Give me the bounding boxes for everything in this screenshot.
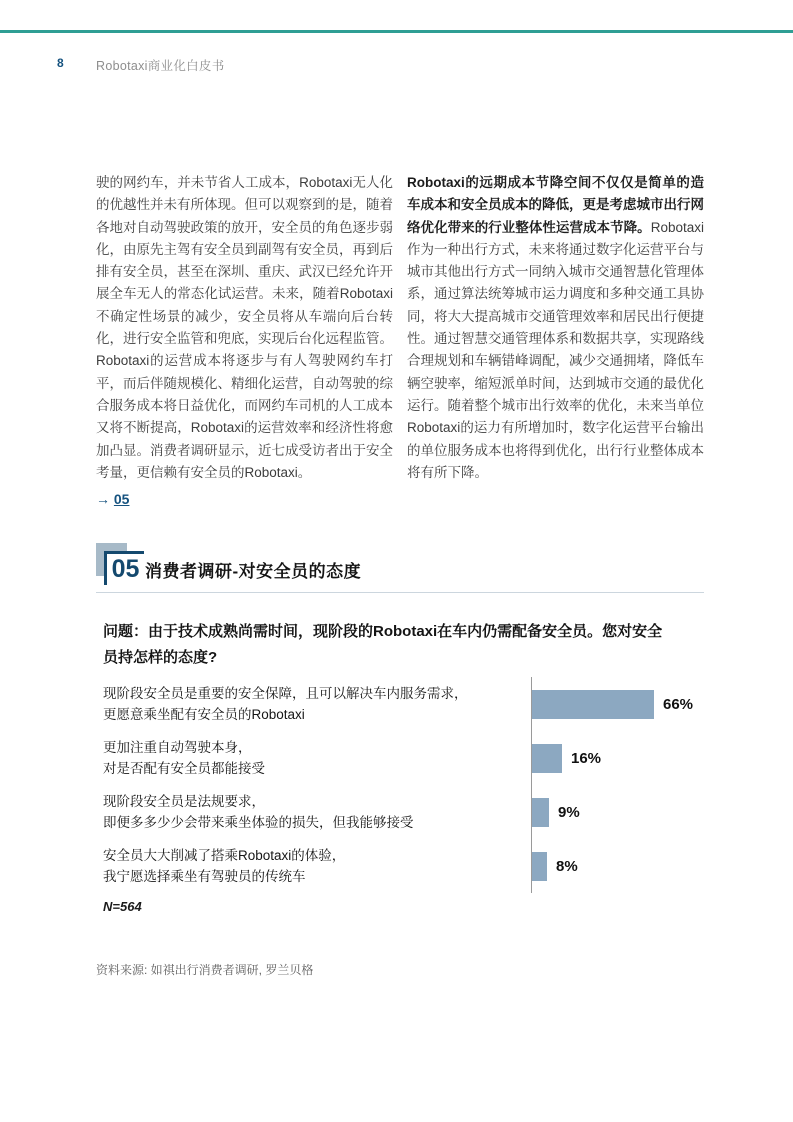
left-column [96, 172, 393, 511]
bar [532, 690, 654, 719]
category-label [96, 845, 532, 888]
bar [532, 798, 549, 827]
source-note: 资料来源: 如祺出行消费者调研, 罗兰贝格 [96, 963, 314, 977]
category-label-line: 更愿意乘坐配有安全员的Robotaxi [103, 707, 305, 722]
value-label: 66% [663, 695, 694, 713]
bar-group [532, 852, 578, 881]
section-header [96, 541, 704, 597]
value-label: 8% [556, 857, 578, 875]
right-paragraph-lead: Robotaxi的远期成本节降空间不仅仅是简单的造车成本和安全员成本的降低，更是考虑城市出行网络优化带来的行业整体性运营成本节降。 [407, 175, 704, 235]
section-05-link[interactable] [96, 488, 129, 510]
section-number-badge: 05 [104, 551, 144, 585]
page-header [57, 56, 225, 73]
category-label [96, 683, 532, 726]
category-label-line: 安全员大大削减了搭乘Robotaxi的体验， [103, 847, 346, 863]
right-column [407, 172, 704, 511]
section-title: 消费者调研-对安全员的态度 [145, 562, 362, 581]
bar-group [532, 690, 693, 719]
category-label-line: 即便多多少少会带来乘坐体验的损失，但我能够接受 [103, 815, 414, 830]
right-paragraph-rest: Robotaxi作为一种出行方式，未来将通过数字化运营平台与城市其他出行方式一同纳入城市交通智慧化管理体系，通过算法统筹城市运力调度和多种交通工具协同，将大大提高城市交通管理效率和居民出行便捷性。通过智慧交通管理体系和数据共享，实现路线合理规划和车辆错峰调配，减少交通拥堵，降低车辆空驶率，缩短派单时间，达到城市交通的最优化运行。随着整个城市出行效率的优化，未来当单位Robotaxi的运力有所增加时，数字化运营平台输出的单位服务成本也将得到优化，出行行业整体成本将有所下降。 [407, 219, 704, 480]
bar-chart [96, 676, 704, 906]
body-text-columns [96, 172, 704, 511]
chart-row [96, 734, 704, 782]
bar-group [532, 798, 580, 827]
category-label-line: 现阶段安全员是法规要求， [103, 793, 265, 809]
page-number: 8 [57, 56, 64, 70]
value-label: 9% [558, 803, 580, 821]
top-accent-rule [0, 30, 793, 33]
chart-row [96, 788, 704, 836]
category-label-line: 对是否配有安全员都能接受 [103, 761, 265, 776]
chart-row [96, 680, 704, 728]
xref-arrow-icon: → [96, 491, 114, 508]
left-paragraph: 驶的网约车，并未节省人工成本，Robotaxi无人化的优越性并未有所体现。但可以观察到的是，随着各地对自动驾驶政策的放开，安全员的角色逐步弱化，由原先主驾有安全员到副驾有安全员，再到后排有安全员，甚至在深圳、重庆、武汉已经允许开展全车无人的常态化试运营。未来，随着Robotaxi不确定性场景的减少，安全员将从车端向后台转化，进行安全监管和兜底，实现后台化远程监管。Robotaxi的运营成本将逐步与有人驾驶网约车打平，而后伴随规模化、精细化运营，自动驾驶的综合服务成本将日益优化，而网约车司机的人工成本又将不断提高，Robotaxi的运营效率和经济性将愈加凸显。消费者调研显示，近七成受访者出于安全考量，更信赖有安全员的Robotaxi。 [96, 175, 393, 480]
category-label [96, 791, 532, 834]
category-label [96, 737, 532, 780]
survey-question: 问题：由于技术成熟尚需时间，现阶段的Robotaxi在车内仍需配备安全员。您对安全员持怎样的态度? [103, 623, 663, 666]
sample-size: N=564 [103, 899, 142, 914]
section-divider [96, 592, 704, 593]
document-title: Robotaxi商业化白皮书 [96, 59, 225, 73]
category-label-line: 更加注重自动驾驶本身， [103, 739, 252, 755]
bar [532, 744, 562, 773]
bar [532, 852, 547, 881]
category-label-line: 现阶段安全员是重要的安全保障，且可以解决车内服务需求， [103, 685, 468, 701]
value-label: 16% [571, 749, 602, 767]
xref-number: 05 [113, 491, 130, 508]
bar-group [532, 744, 601, 773]
chart-row [96, 842, 704, 890]
category-label-line: 我宁愿选择乘坐有驾驶员的传统车 [103, 869, 306, 884]
